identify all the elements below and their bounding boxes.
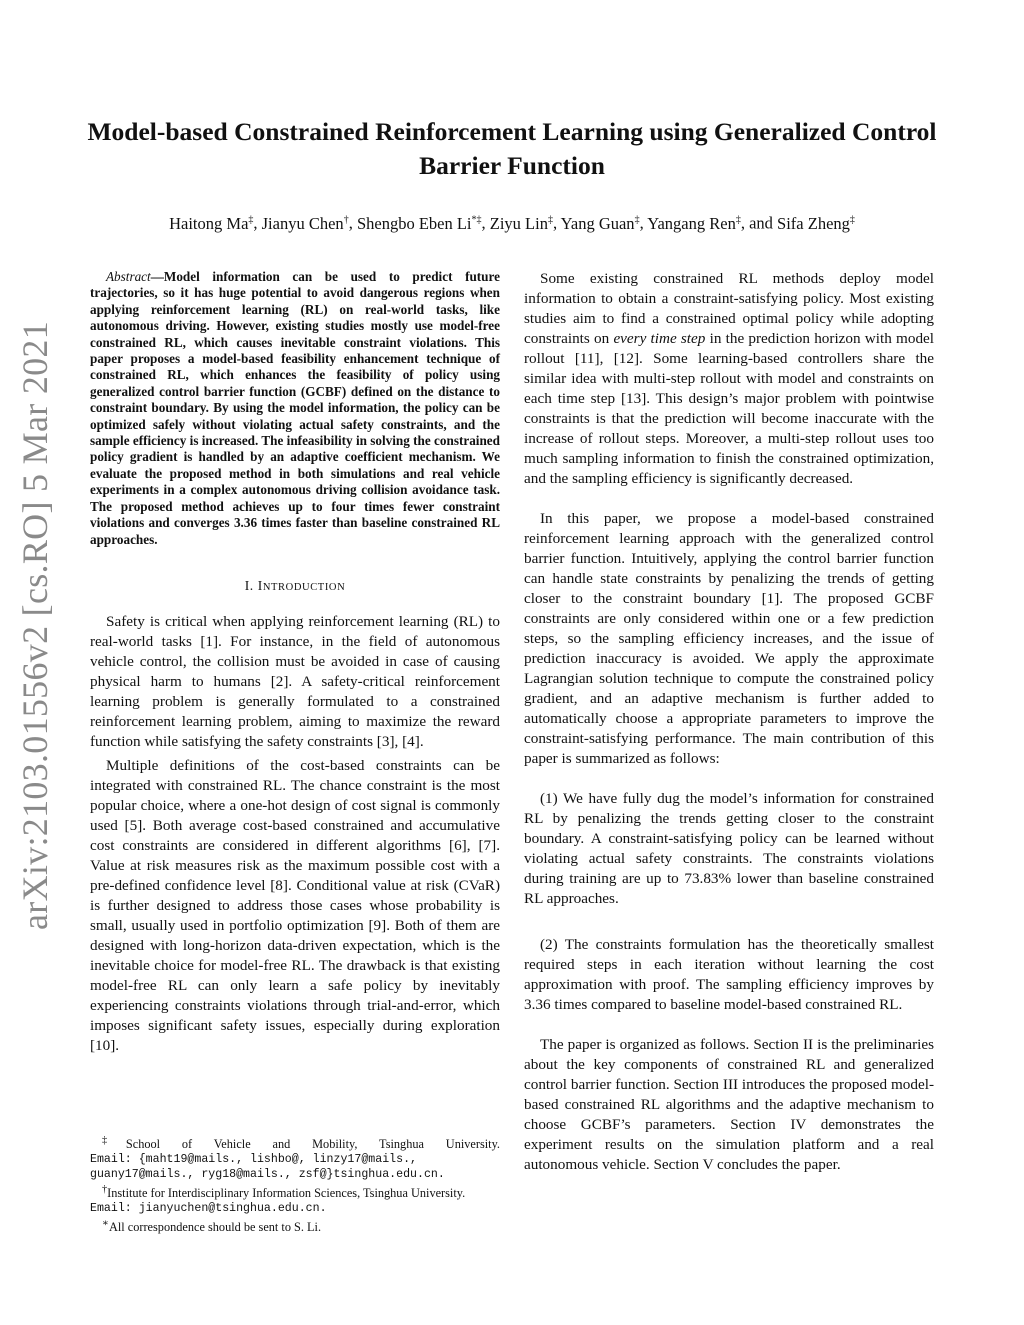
author-name: Haitong Ma‡ [169, 213, 254, 233]
intro-paragraph-1: Safety is critical when applying reinforcement learning (RL) to real-world tasks [1]. For instance, in the field of autonomous vehicle control, the collision must be avoided in case of causing physical harm to humans [2]. A safety-critical reinforcement learning problem is generally formulated to a constrained reinforcement learning problem, aiming to maximize the reward function while satisfying the safety constraints [3], [4]. [90, 612, 500, 750]
abstract-text: Model information can be used to predict future trajectories, so it has huge potential to avoid dangerous regions when applying reinforcement learning (RL) on real-world tasks, like autonomous driving. However, existing studies mostly use model-free constrained RL, which causes inevitable constraint violations. This paper proposes a model-based feasibility enhancement technique of constrained RL, which enhances the feasibility of policy using generalized control barrier function (GCBF) defined on the distance to constraint boundary. By using the model information, the policy can be optimized safely without violating actual safety constraints, and the sample efficiency is increased. The infeasibility in solving the constrained policy gradient is handled by an adaptive coefficient mechanism. We evaluate the proposed method in both simulations and real vehicle experiments in a complex autonomous driving collision avoidance task. The proposed method achieves up to four times fewer constraint violations and converges 3.36 times faster than baseline constrained RL approaches. [90, 269, 500, 547]
author-name: Sifa Zheng‡ [777, 213, 855, 233]
right-paragraph-organization: The paper is organized as follows. Section II is the preliminaries about the key components of constrained RL and generalized control barrier function. Section III introduces the proposed model-based constrained RL algorithms and the adaptive mechanism to choose GCBF’s parameters. Section IV demonstrates the experiment results on the simulation platform and a real autonomous vehicle. Section V concludes the paper. [524, 1036, 934, 1173]
right-paragraph-1: Some existing constrained RL methods deploy model information to obtain a constraint-satisfying policy. Most existing studies aim to find a constrained optimal policy while adopting constraints on every time step in the prediction horizon with model rollout [11], [12]. Some learning-based controllers share the similar idea with multi-step rollout with model and constraints on each time step [13]. This design’s major problem with pointwise constraints is that the prediction will become inaccurate with the increase of rollout steps. Moreover, a multi-step rollout uses too much sampling information to finish the constrained optimization, and the sampling efficiency is significantly decreased. [524, 270, 934, 487]
intro-paragraph-2: Multiple definitions of the cost-based constraints can be integrated with constrained RL. The chance constraint is the most popular choice, where a one-hot design of cost signal is commonly used [5]. Both average cost-based constrained and accumulative cost constraints are considered in different algorithms [6], [7]. Value at risk measures risk as the maximum possible cost with a pre-defined confidence level [8]. Conditional value at risk (CVaR) is further designed to address those cases whose probability is small, usually used in portfolio optimization [9]. Both of them are designed with long-horizon data-driven expectation, which is the inevitable choice for model-free RL. The drawback is that existing model-free RL can only learn a safe policy by inevitably experiencing constraints violations through trial-and-error, which imposes significant safety issues, especially during exploration [10]. [90, 756, 500, 1054]
right-paragraph-2: In this paper, we propose a model-based constrained reinforcement learning approach with the generalized control barrier function. Intuitively, applying the control barrier function can handle state constraints by penalizing the trends of getting closer to the constraint boundary [1]. The proposed GCBF constraints are only considered within one or a few prediction steps, so the sampling efficiency increases, and the issue of prediction inaccuracy is avoided. We apply the approximate Lagrangian solution technique to compute the constrained policy gradient, and an adaptive mechanism is further added to automatically choose a appropriate parameters to improve the constraint-satisfying performance. The main contribution of this paper is summarized as follows: [524, 510, 934, 767]
abstract-dash: — [150, 269, 164, 284]
footnote-affiliation-2: †Institute for Interdisciplinary Information Sciences, Tsinghua University. [102, 1184, 466, 1201]
left-column [90, 269, 500, 1056]
emphasis-every-time-step: every time step [613, 330, 706, 347]
author-name: Yang Guan‡ [560, 213, 640, 233]
author-name: Yangang Ren‡ [647, 213, 741, 233]
arxiv-identifier[interactable]: arXiv:2103.01556v2 [cs.RO] 5 Mar 2021 [15, 320, 55, 930]
footnote-email-2: Email: jianyuchen@tsinghua.edu.cn. [90, 1202, 327, 1216]
author-list: Haitong Ma‡, Jianyu Chen†, Shengbo Eben Li*‡, Ziyu Lin‡, Yang Guan‡, Yangang Ren‡, and Sifa Zheng‡ [169, 213, 855, 233]
footnote-correspondence: ∗All correspondence should be sent to S. Li. [102, 1218, 322, 1235]
author-name: Jianyu Chen† [261, 213, 349, 233]
right-column [524, 269, 934, 1175]
abstract [90, 269, 500, 548]
section-heading-introduction: I. INTRODUCTION [244, 577, 346, 593]
footnote-affiliation-1: ‡School of Vehicle and Mobility, Tsinghua University. [102, 1135, 500, 1152]
footnotes [90, 1133, 500, 1235]
contribution-1: (1) We have fully dug the model’s information for constrained RL by penalizing the trends getting closer to the constraint boundary. A constraint-satisfying policy can be learned without violating actual safety constraints. The constraints violations during training are up to 73.83% lower than baseline constrained RL approaches. [524, 790, 934, 907]
contribution-2: (2) The constraints formulation has the theoretically smallest required steps in each iteration without learning the cost approximation with proof. The sampling efficiency improves by 3.36 times compared to baseline model-based constrained RL. [524, 936, 934, 1013]
abstract-label: Abstract [106, 269, 151, 284]
paper-title: Model-based Constrained Reinforcement Learning using Generalized Control Barrier Function [87, 117, 937, 180]
footnote-email-1a: Email: {maht19@mails., lishbo@, linzy17@mails., [90, 1153, 417, 1167]
footnote-email-1b: guany17@mails., ryg18@mails., zsf@}tsinghua.edu.cn. [90, 1168, 445, 1182]
author-name: Ziyu Lin‡ [489, 213, 553, 233]
author-name: Shengbo Eben Li*‡ [356, 213, 482, 233]
